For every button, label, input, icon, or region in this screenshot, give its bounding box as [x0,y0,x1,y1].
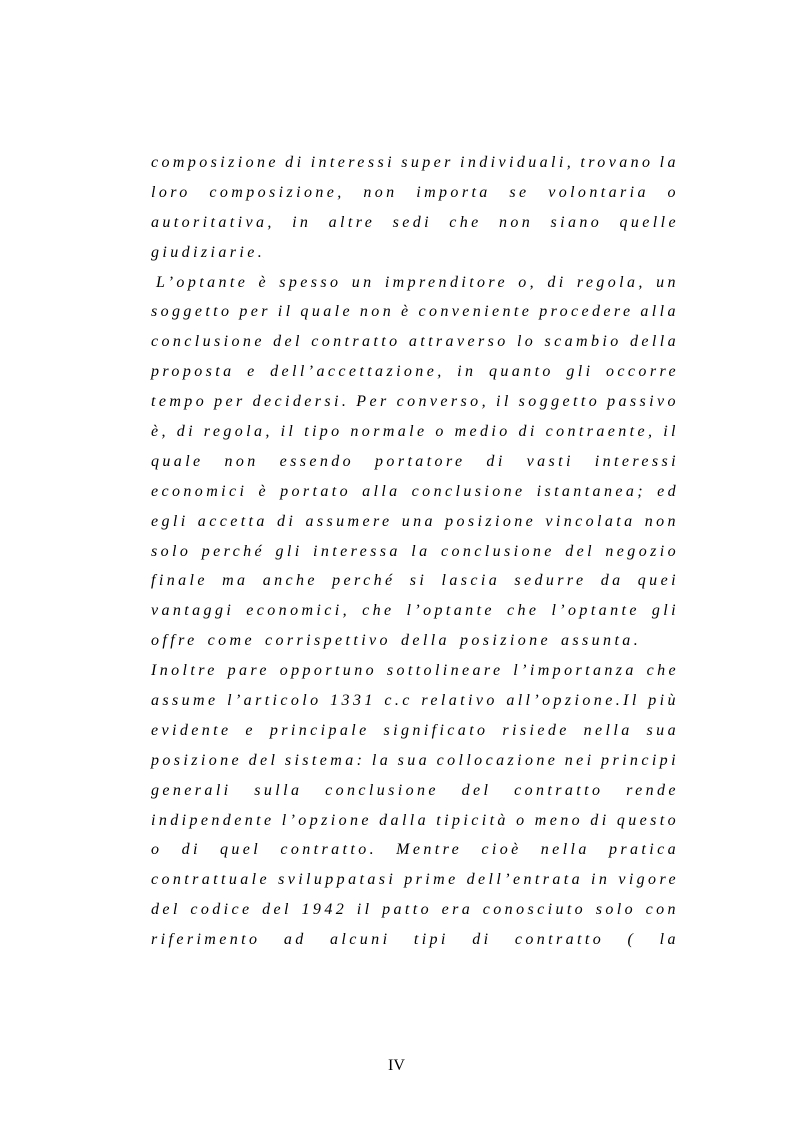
word: di [518,423,538,441]
word: era [441,901,474,919]
word: Mentre [396,841,463,859]
text-line [151,566,679,596]
word: siano [550,213,603,231]
word: proposta [151,363,235,381]
word: individuali, [460,154,575,171]
word: trovano [580,154,654,171]
word: dell’entrata [466,871,583,889]
word: contratto [514,931,605,949]
word: sviluppatasi [278,871,397,889]
word: collocazione [436,751,559,769]
word: sua [646,721,679,739]
word: sulla [254,781,303,799]
word: all’opzione.Il [506,692,640,710]
word: è [258,273,270,291]
text-line [151,148,679,178]
word: offre [151,632,198,650]
word: prime [404,871,459,889]
word: converso, [396,393,489,411]
word: corrispettivo [264,632,391,650]
word: importa [416,183,491,201]
word: ma [222,572,249,590]
word: significato [383,721,489,739]
word: vasti [526,452,574,470]
word: e [245,721,256,739]
word: gli [566,363,594,381]
word: principale [269,721,370,739]
word: ad [283,931,307,949]
word: in [292,213,312,231]
word: essendo [279,452,355,470]
word: pare [227,662,270,680]
word: risiede [502,721,570,739]
word: assunta. [561,632,642,650]
word: procedere [539,303,634,321]
text-line [151,746,679,776]
word: perché [332,572,396,590]
word: con [645,901,679,919]
word: vincolata [545,512,636,530]
word: conclusione [411,482,526,500]
word: perché [201,542,266,560]
word: dell’accettazione, [270,363,445,381]
word: volontaria [548,183,649,201]
word: è [401,303,412,321]
word: egli [151,512,189,530]
word: autoritativa, [151,213,275,231]
text-line [151,835,679,865]
word: alla [640,303,679,321]
word: codice [190,901,253,919]
word: del [248,751,279,769]
word: altre [328,213,376,231]
word: del [461,781,492,799]
word: questo [616,811,679,829]
word: nella [583,721,633,739]
word: lo [516,333,537,351]
word: vigore [618,871,679,889]
word: non [644,512,679,530]
word: indipendente [151,811,275,829]
word: se [509,183,530,201]
text-line [151,776,679,806]
text-line [151,387,679,417]
word: da [600,572,624,590]
text-line [151,507,679,537]
word: la [659,154,679,171]
word: patto [382,901,432,919]
text-line [151,178,679,208]
word: una [401,512,436,530]
word: quale [300,303,353,321]
word: ed [657,482,679,500]
word: regola, [203,423,273,441]
text-line [151,268,679,298]
word: la [659,931,679,949]
text-line [151,447,679,477]
text-line [151,417,679,447]
word: dalla [379,811,430,829]
word: conclusione [440,542,555,560]
word: cioè [481,841,522,859]
word: che [506,602,540,620]
word: lascia [441,572,501,590]
text-line [151,238,679,268]
word: economici, [246,602,351,620]
word: tempo [151,393,208,411]
word: di [590,811,610,829]
word: spesso [279,273,342,291]
text-line [151,865,679,895]
text-line [151,716,679,746]
word: o [516,811,528,829]
word: la [371,751,392,769]
word: contraente, [545,423,656,441]
word: sua [397,751,431,769]
word: 1942 [301,901,348,919]
word: imprenditore [384,273,508,291]
word: del [151,901,181,919]
text-line [151,357,679,387]
word: soggetto [518,393,601,411]
word: economici [151,482,248,500]
word: accetta [197,512,268,530]
word: o, [518,273,538,291]
word: o [435,423,447,441]
word: passivo [607,393,679,411]
text-line [151,537,679,567]
text-line [151,297,679,327]
word: evidente [151,721,232,739]
word: assume [151,692,219,710]
word: non [363,183,398,201]
word: gli [275,542,303,560]
word: che [646,662,679,680]
word: decidersi. [252,393,350,411]
word: conclusione [325,781,439,799]
word: della [629,333,679,351]
word: alcuni [330,931,391,949]
word: contrattuale [151,871,271,889]
text-line [151,327,679,357]
body-text [151,148,679,955]
word: posizione [459,632,551,650]
word: o [151,841,163,859]
word: negozio [605,542,679,560]
word: interessa [313,542,401,560]
word: quelle [619,213,679,231]
word: il [663,423,679,441]
word: quanto [488,363,554,381]
word: opportuno [279,662,378,680]
word: quei [637,572,679,590]
word: loro [151,183,191,201]
text-line [151,208,679,238]
word: non [224,452,259,470]
word: normale [350,423,428,441]
word: riferimento [151,931,261,949]
word: in [457,363,477,381]
word: il [280,423,297,441]
word: relativo [421,692,498,710]
word: rende [626,781,679,799]
word: un [351,273,375,291]
word: che [449,213,482,231]
word: solo [595,901,636,919]
word: un [656,273,679,291]
word: più [648,692,679,710]
word: nella [540,841,590,859]
word: è, [151,423,169,441]
page-number: IV [388,1057,405,1074]
word: vantaggi [151,602,235,620]
word: conveniente [418,303,533,321]
word: o [667,183,679,201]
word: attraverso [408,333,509,351]
word: interessi [594,452,679,470]
word: gli [651,602,679,620]
word: occorre [606,363,679,381]
word: medio [454,423,511,441]
word: il [356,901,373,919]
word: alla [362,482,401,500]
word: del [262,901,292,919]
word: sedi [392,213,432,231]
word: conclusione [151,333,265,351]
word: pratica [608,841,679,859]
word: finale [151,572,208,590]
word: sistema: [284,751,366,769]
word: del [273,333,303,351]
word: per [239,303,271,321]
word: della [400,632,450,650]
word: ( [627,931,637,949]
word: regola, [576,273,646,291]
word: il [495,393,512,411]
word: e [247,363,258,381]
word: l’importanza [513,662,637,680]
text-line [151,925,679,955]
word: super [401,154,454,171]
word: come [207,632,255,650]
word: posizione [445,512,537,530]
word: sottolineare [386,662,504,680]
word: quale [151,452,204,470]
word: l’articolo [227,692,322,710]
word: composizione, [209,183,345,201]
word: l’optante [406,602,495,620]
word: che [362,602,395,620]
text-line [151,596,679,626]
word: anche [262,572,318,590]
word: sedurre [514,572,587,590]
word: quel [220,841,262,859]
text-line [151,656,679,686]
word: il [277,303,294,321]
word: istantanea; [536,482,646,500]
text-line [151,895,679,925]
word: L’optante [156,273,249,291]
word: di [547,273,567,291]
word: composizione [151,154,279,171]
word: scambio [544,333,622,351]
word: in [591,871,611,889]
word: tipo [304,423,343,441]
word: assumere [305,512,393,530]
word: interessi [310,154,395,171]
word: Inoltre [151,662,218,680]
word: Per [356,393,390,411]
text-line [151,686,679,716]
word: contratto [514,781,604,799]
word: l’opzione [281,811,372,829]
word: nei [564,751,595,769]
word: non [498,213,534,231]
word: di [472,931,492,949]
word: di [176,423,196,441]
word: contratto [311,333,401,351]
word: tipi [413,931,449,949]
word: non [359,303,395,321]
word: per [214,393,246,411]
word: soggetto [151,303,233,321]
word: contratto. [280,841,377,859]
word: portatore [375,452,466,470]
word: tipicità [436,811,509,829]
word: conosciuto [482,901,587,919]
word: si [409,572,428,590]
word: giudiziarie. [151,243,266,261]
text-line [151,477,679,507]
word: la [411,542,431,560]
word: principi [601,751,679,769]
word: di [486,452,506,470]
word: l’optante [551,602,640,620]
word: generali [151,781,232,799]
word: del [565,542,595,560]
text-line [151,806,679,836]
word: solo [151,542,192,560]
word: di [181,841,201,859]
word: posizione [151,751,243,769]
word: è [258,482,269,500]
word: meno [534,811,584,829]
text-line [151,626,679,656]
word: di [285,154,305,171]
word: 1331 [330,692,376,710]
word: portato [280,482,351,500]
word: di [277,512,297,530]
word: c.c [384,692,413,710]
